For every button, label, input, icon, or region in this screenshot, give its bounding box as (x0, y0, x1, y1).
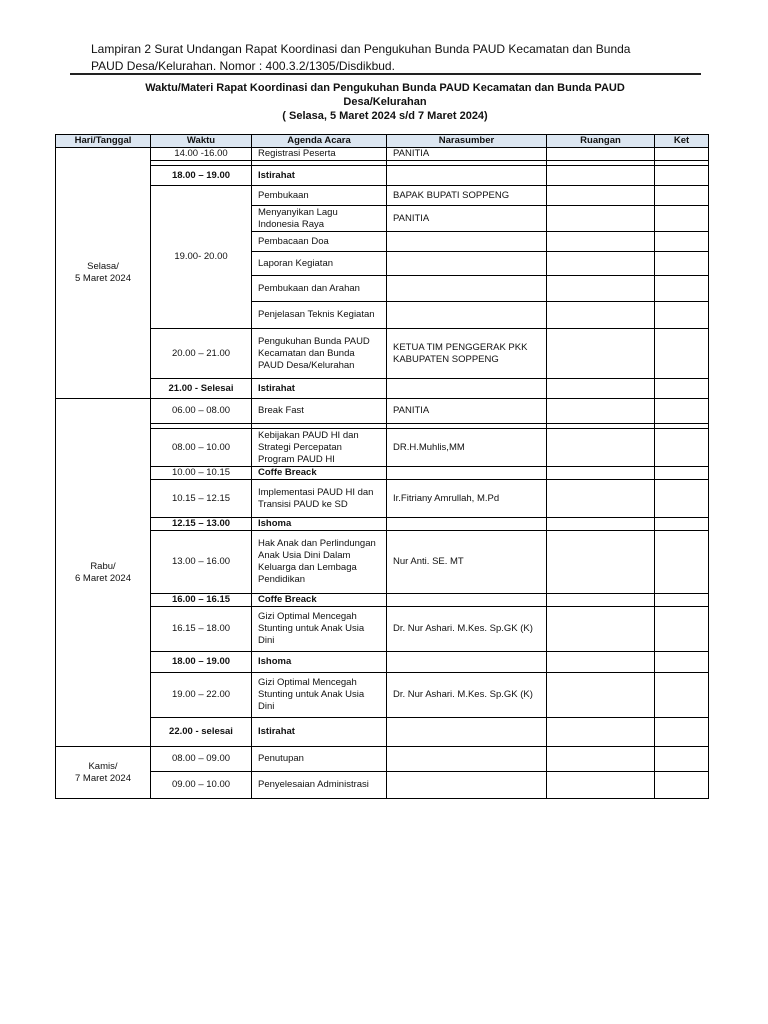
agenda-cell: Ishoma (252, 652, 387, 673)
ket-cell (655, 399, 709, 424)
ruangan-cell (547, 772, 655, 799)
ket-cell (655, 206, 709, 232)
narasumber-cell (387, 652, 547, 673)
time-cell: 19.00 – 22.00 (151, 673, 252, 718)
ruangan-cell (547, 467, 655, 480)
ket-cell (655, 429, 709, 467)
time-cell: 16.15 – 18.00 (151, 607, 252, 652)
narasumber-cell (387, 302, 547, 329)
column-header-agenda-acara: Agenda Acara (252, 135, 387, 148)
ruangan-cell (547, 399, 655, 424)
agenda-cell: Istirahat (252, 166, 387, 186)
narasumber-cell: PANITIA (387, 206, 547, 232)
time-cell: 22.00 - selesai (151, 718, 252, 747)
narasumber-cell: BAPAK BUPATI SOPPENG (387, 186, 547, 206)
agenda-cell: Istirahat (252, 718, 387, 747)
table-row (56, 772, 709, 799)
table-row (56, 594, 709, 607)
ket-cell (655, 166, 709, 186)
title-date-range: ( Selasa, 5 Maret 2024 s/d 7 Maret 2024) (282, 110, 488, 122)
agenda-cell: Pembukaan (252, 186, 387, 206)
time-cell: 06.00 – 08.00 (151, 399, 252, 424)
ruangan-cell (547, 531, 655, 594)
attachment-header-line-1: Lampiran 2 Surat Undangan Rapat Koordinasi dan Pengukuhan Bunda PAUD Kecamatan dan Bunda (91, 42, 631, 56)
ket-cell (655, 379, 709, 399)
agenda-cell: Coffe Breack (252, 594, 387, 607)
agenda-cell: Break Fast (252, 399, 387, 424)
column-header-ket: Ket (655, 135, 709, 148)
ruangan-cell (547, 379, 655, 399)
ket-cell (655, 467, 709, 480)
ruangan-cell (547, 206, 655, 232)
narasumber-cell: DR.H.Muhlis,MM (387, 429, 547, 467)
agenda-cell: Penutupan (252, 747, 387, 772)
ket-cell (655, 186, 709, 206)
table-row (56, 148, 709, 161)
agenda-cell: Gizi Optimal Mencegah Stunting untuk Anak Usia Dini (252, 607, 387, 652)
time-cell: 09.00 – 10.00 (151, 772, 252, 799)
ruangan-cell (547, 186, 655, 206)
ruangan-cell (547, 747, 655, 772)
time-cell: 18.00 – 19.00 (151, 166, 252, 186)
ket-cell (655, 329, 709, 379)
agenda-cell: Coffe Breack (252, 467, 387, 480)
schedule-body (56, 148, 709, 799)
column-header-ruangan: Ruangan (547, 135, 655, 148)
table-row (56, 166, 709, 186)
narasumber-cell: Dr. Nur Ashari. M.Kes. Sp.GK (K) (387, 607, 547, 652)
ruangan-cell (547, 276, 655, 302)
time-cell: 16.00 – 16.15 (151, 594, 252, 607)
document-title (90, 81, 680, 123)
table-row (56, 467, 709, 480)
attachment-header (91, 41, 691, 75)
ket-cell (655, 480, 709, 518)
agenda-cell: Gizi Optimal Mencegah Stunting untuk Anak Usia Dini (252, 673, 387, 718)
agenda-cell: Hak Anak dan Perlindungan Anak Usia Dini Dalam Keluarga dan Lembaga Pendidikan (252, 531, 387, 594)
narasumber-cell (387, 166, 547, 186)
ket-cell (655, 673, 709, 718)
attachment-header-line-2: PAUD Desa/Kelurahan. Nomor : 400.3.2/1305/Disdikbud. (91, 59, 395, 73)
time-cell: 21.00 - Selesai (151, 379, 252, 399)
time-cell: 13.00 – 16.00 (151, 531, 252, 594)
ruangan-cell (547, 429, 655, 467)
time-cell: 20.00 – 21.00 (151, 329, 252, 379)
ket-cell (655, 518, 709, 531)
time-cell: 14.00 -16.00 (151, 148, 252, 161)
narasumber-cell (387, 379, 547, 399)
day-date: 5 Maret 2024 (75, 273, 131, 284)
day-name: Rabu/ (90, 560, 116, 572)
ket-cell (655, 148, 709, 161)
time-cell: 10.15 – 12.15 (151, 480, 252, 518)
table-row (56, 718, 709, 747)
title-line-2: Desa/Kelurahan (343, 96, 427, 108)
ruangan-cell (547, 518, 655, 531)
agenda-cell: Penjelasan Teknis Kegiatan (252, 302, 387, 329)
narasumber-cell: KETUA TIM PENGGERAK PKK KABUPATEN SOPPENG (387, 329, 547, 379)
ket-cell (655, 607, 709, 652)
ruangan-cell (547, 480, 655, 518)
day-date: 6 Maret 2024 (75, 572, 131, 584)
narasumber-cell (387, 252, 547, 276)
agenda-cell: Implementasi PAUD HI dan Transisi PAUD ke SD (252, 480, 387, 518)
narasumber-cell (387, 772, 547, 799)
header-divider (70, 73, 701, 75)
table-row (56, 607, 709, 652)
ruangan-cell (547, 673, 655, 718)
agenda-cell: Pembukaan dan Arahan (252, 276, 387, 302)
narasumber-cell: PANITIA (387, 399, 547, 424)
narasumber-cell: Ir.Fitriany Amrullah, M.Pd (387, 480, 547, 518)
table-row (56, 329, 709, 379)
ket-cell (655, 252, 709, 276)
agenda-cell: Menyanyikan Lagu Indonesia Raya (252, 206, 387, 232)
ket-cell (655, 747, 709, 772)
narasumber-cell: Nur Anti. SE. MT (387, 531, 547, 594)
day-cell (56, 747, 151, 799)
ruangan-cell (547, 607, 655, 652)
time-cell: 08.00 – 09.00 (151, 747, 252, 772)
day-name: Selasa/ (87, 261, 119, 272)
time-cell: 08.00 – 10.00 (151, 429, 252, 467)
ket-cell (655, 718, 709, 747)
ket-cell (655, 772, 709, 799)
ruangan-cell (547, 148, 655, 161)
ket-cell (655, 652, 709, 673)
table-row (56, 531, 709, 594)
agenda-cell: Laporan Kegiatan (252, 252, 387, 276)
agenda-cell: Kebijakan PAUD HI dan Strategi Percepatan Program PAUD HI (252, 429, 387, 467)
narasumber-cell (387, 518, 547, 531)
agenda-cell: Ishoma (252, 518, 387, 531)
ruangan-cell (547, 329, 655, 379)
ruangan-cell (547, 302, 655, 329)
day-cell (56, 148, 151, 399)
narasumber-cell: PANITIA (387, 148, 547, 161)
day-date: 7 Maret 2024 (75, 772, 131, 784)
ruangan-cell (547, 232, 655, 252)
agenda-cell: Pembacaan Doa (252, 232, 387, 252)
table-row (56, 518, 709, 531)
ruangan-cell (547, 594, 655, 607)
table-row (56, 379, 709, 399)
time-cell: 10.00 – 10.15 (151, 467, 252, 480)
ket-cell (655, 594, 709, 607)
column-header-narasumber: Narasumber (387, 135, 547, 148)
time-cell: 12.15 – 13.00 (151, 518, 252, 531)
day-cell (56, 399, 151, 747)
column-header-waktu: Waktu (151, 135, 252, 148)
table-row (56, 480, 709, 518)
agenda-cell: Penyelesaian Administrasi (252, 772, 387, 799)
narasumber-cell (387, 276, 547, 302)
time-cell: 18.00 – 19.00 (151, 652, 252, 673)
narasumber-cell (387, 747, 547, 772)
table-row (56, 399, 709, 424)
table-row (56, 747, 709, 772)
narasumber-cell (387, 467, 547, 480)
narasumber-cell (387, 718, 547, 747)
agenda-cell: Istirahat (252, 379, 387, 399)
table-header-row (56, 135, 709, 148)
schedule-table (55, 134, 709, 799)
table-row (56, 652, 709, 673)
agenda-cell: Pengukuhan Bunda PAUD Kecamatan dan Bunda PAUD Desa/Kelurahan (252, 329, 387, 379)
table-row (56, 673, 709, 718)
narasumber-cell (387, 232, 547, 252)
ket-cell (655, 232, 709, 252)
agenda-cell: Registrasi Peserta (252, 148, 387, 161)
ket-cell (655, 276, 709, 302)
table-row (56, 186, 709, 206)
day-name: Kamis/ (88, 760, 118, 772)
table-row (56, 429, 709, 467)
ket-cell (655, 531, 709, 594)
narasumber-cell (387, 594, 547, 607)
ruangan-cell (547, 252, 655, 276)
title-line-1: Waktu/Materi Rapat Koordinasi dan Pengukuhan Bunda PAUD Kecamatan dan Bunda PAUD (145, 82, 625, 94)
ruangan-cell (547, 718, 655, 747)
ruangan-cell (547, 652, 655, 673)
narasumber-cell: Dr. Nur Ashari. M.Kes. Sp.GK (K) (387, 673, 547, 718)
time-cell: 19.00- 20.00 (151, 186, 252, 329)
ket-cell (655, 302, 709, 329)
column-header-hari-tanggal: Hari/Tanggal (56, 135, 151, 148)
ruangan-cell (547, 166, 655, 186)
